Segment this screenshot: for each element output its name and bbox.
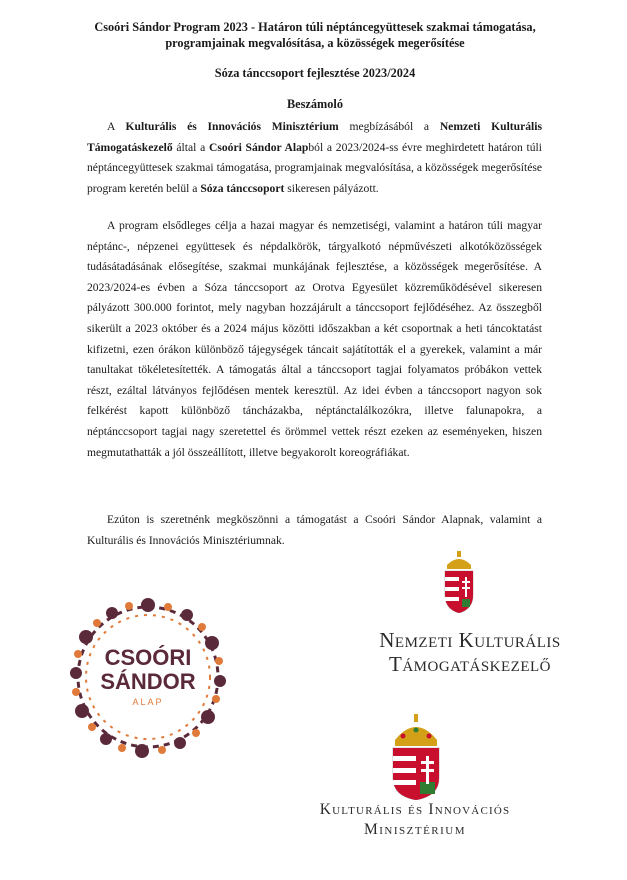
text-run: sikeresen pályázott. <box>284 181 379 195</box>
paragraph-thanks-text: Ezúton is szeretnénk megköszönni a támogatást a Csoóri Sándor Alapnak, valamint a Kulturális és Innovációs Minisztériumnak. <box>87 513 542 547</box>
nkt-logo-line-2: Támogatáskezelő <box>389 652 551 676</box>
bold-ministry: Kulturális és Innovációs Minisztérium <box>125 120 339 133</box>
paragraph-thanks <box>87 510 542 551</box>
paragraph-program-text: A program elsődleges célja a hazai magyar és nemzetiségi, valamint a határon túli magyar néptánc-, népzenei együttesek és népdalkörök, tárgyalkotó népművészeti alkotóközösségek tudásátadásának elősegítése, szakmai munkájának fejlesztése, a közösségek megerősítése. A 2023/2024-es évben a Sóza tánccsoport az Orotva Egyesület közreműködésével sikeresen pályázott 300.000 forintot, mely nagyban hozzájárult a tánccsoport fejlődéséhez. Az összegből sikerült a 2023 október és a 2024 május közötti időszakban a két csoportnak a heti táncoktatást kifizetni, ezen órákon különböző tájegységek táncait sajátították el a gyerekek, valamint a már tanultakat tökéletesítették. A támogatás által a tánccsoport tagjai folyamatos próbákon vettek részt, ezáltal látványos fejlődésen mentek keresztül. Az idei évben a tánccsoport nagyon sok felkérést kapott különböző táncházakba, néptánctalálkozókra, illetve falunapokra, a néptánccsoport tagjai nagy szeretettel és örömmel vettek részt ezeken az eseményeken, hiszen megmutathatták a jól összeállított, illetve begyakorolt koreográfiákat. <box>87 219 542 459</box>
csoori-logo-line-3: ALAP <box>132 697 164 707</box>
title-line-2: programjainak megvalósítása, a közösségek megerősítése <box>165 36 465 50</box>
paragraph-intro <box>87 117 542 199</box>
csoori-logo-line-2: SÁNDOR <box>100 669 196 694</box>
kim-logo-line-2: Minisztérium <box>363 821 467 838</box>
document-title <box>70 19 560 51</box>
nkt-logo-line-1: Nemzeti Kulturális <box>379 628 561 652</box>
bold-nkt: Nemzeti Kulturális Támogatáskezelő <box>87 120 542 154</box>
document-subtitle: Sóza tánccsoport fejlesztése 2023/2024 <box>214 66 416 80</box>
title-line-1: Csoóri Sándor Program 2023 - Határon túli néptáncegyüttesek szakmai támogatása, <box>94 20 536 34</box>
text-run: által a <box>172 140 209 154</box>
text-run: megbízásából a <box>338 120 440 133</box>
csoori-sandor-alap-logo <box>62 591 234 763</box>
paragraph-program <box>87 216 542 463</box>
bold-csoori-alap: Csoóri Sándor Alap <box>208 140 309 154</box>
bold-soza-group: Sóza tánccsoport <box>200 181 285 195</box>
csoori-logo-line-1: CSOÓRI <box>104 645 192 670</box>
kim-logo-text <box>280 800 550 840</box>
report-label: Beszámoló <box>286 97 343 111</box>
text-run: ból a 2023/2024-ss évre meghirdetett határon túli néptáncegyüttesek szakmai támogatása, programjainak megvalósítása, a közösségek megerősítése program keretén belül a <box>87 140 542 195</box>
ministry-coat-of-arms-icon <box>389 714 443 800</box>
hungarian-coat-of-arms-icon <box>442 551 476 613</box>
text-run: A <box>107 120 126 133</box>
kim-logo-line-1: Kulturális és Innovációs <box>319 801 511 818</box>
nkt-logo-text <box>340 628 600 676</box>
